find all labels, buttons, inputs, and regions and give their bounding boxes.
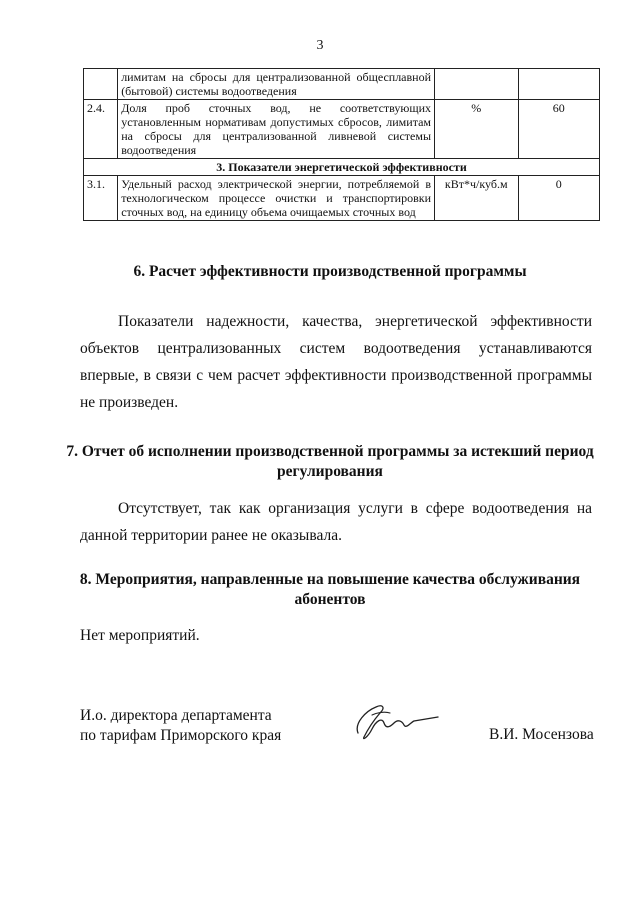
row-name: Удельный расход электрической энергии, потребляемой в технологическом процессе очистки и транспортировки сточных вод, на единицу объема очищаемых сточных вод <box>118 176 435 221</box>
section-8-title: 8. Мероприятия, направленные на повышение качества обслуживания абонентов <box>79 571 581 608</box>
section-6-title: 6. Расчет эффективности производственной программы <box>133 263 527 280</box>
position-line-2: по тарифам Приморского края <box>80 727 282 744</box>
table-row <box>84 176 600 221</box>
row-value: 60 <box>518 100 600 159</box>
section-heading: 3. Показатели энергетической эффективности <box>84 159 600 176</box>
row-unit: % <box>435 100 518 159</box>
table-row <box>84 100 600 159</box>
indicators-table <box>83 68 600 221</box>
row-number: 3.1. <box>84 176 118 221</box>
row-unit <box>435 69 518 100</box>
position-line-1: И.о. директора департамента <box>80 707 272 724</box>
row-name: Доля проб сточных вод, не соответствующих установленным нормативам допустимых сбросов, лимитам на сбросы для централизованной ливневой системы водоотведения <box>118 100 435 159</box>
row-unit: кВт*ч/куб.м <box>435 176 518 221</box>
section-7-title: 7. Отчет об исполнении производственной программы за истекший период регулирования <box>66 443 594 480</box>
table-row <box>84 69 600 100</box>
row-name: лимитам на сбросы для централизованной общесплавной (бытовой) системы водоотведения <box>118 69 435 100</box>
section-6-text: Показатели надежности, качества, энергетической эффективности объектов централизованных систем водоотведения устанавливаются впервые, в связи с чем расчет эффективности производственной программы не произведен. <box>80 313 592 411</box>
row-number <box>84 69 118 100</box>
signatory-position <box>80 706 281 746</box>
handwritten-signature <box>346 693 446 748</box>
table-section-row <box>84 159 600 176</box>
row-number: 2.4. <box>84 100 118 159</box>
section-7-text: Отсутствует, так как организация услуги в сфере водоотведения на данной территории ранее не оказывала. <box>80 500 592 544</box>
row-value: 0 <box>518 176 600 221</box>
row-value <box>518 69 600 100</box>
page-number: 3 <box>316 38 324 53</box>
signatory-name: В.И. Мосензова <box>489 726 594 743</box>
section-8-text: Нет мероприятий. <box>80 627 200 644</box>
